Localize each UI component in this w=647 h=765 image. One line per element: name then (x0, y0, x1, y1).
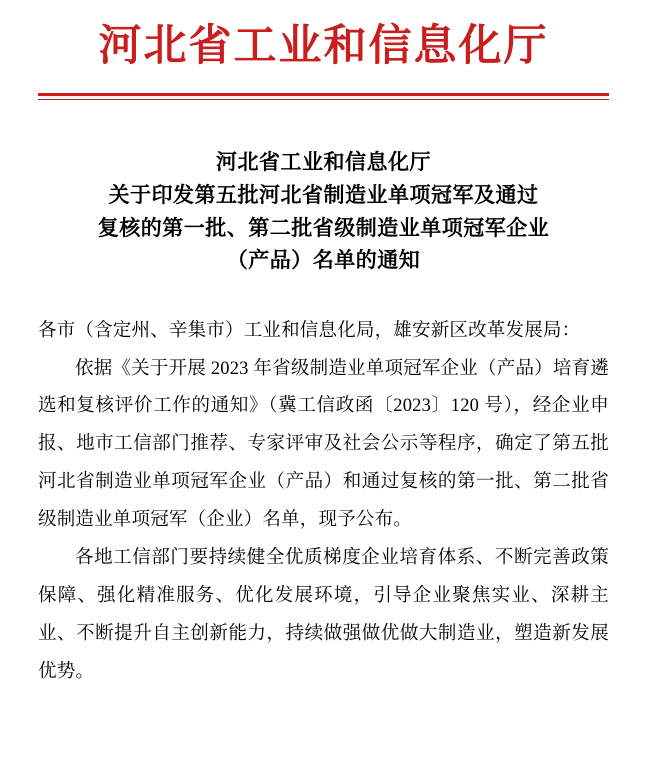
document-title-line-1: 河北省工业和信息化厅 (216, 150, 431, 175)
letterhead-divider (38, 93, 609, 100)
divider-thick-line (38, 93, 609, 96)
document-title-line-2: 关于印发第五批河北省制造业单项冠军及通过 (108, 182, 539, 207)
divider-thin-line (38, 99, 609, 100)
recipient-line: 各市（含定州、辛集市）工业和信息化局，雄安新区改革发展局： (38, 320, 581, 341)
body-paragraph-1: 依据《关于开展 2023 年省级制造业单项冠军企业（产品）培育遴选和复核评价工作的通知》（冀工信政函〔2023〕120 号），经企业申报、地市工信部门推荐、专家评审及社会公示等程序，确定了第五批河北省制造业单项冠军企业（产品）和通过复核的第一批、第二批省级制造业单项冠军（企业）名单，现予公布。 (38, 358, 609, 531)
letterhead (38, 0, 609, 100)
body-paragraph-2: 各地工信部门要持续健全优质梯度企业培育体系、不断完善政策保障、强化精准服务、优化发展环境，引导企业聚焦实业、深耕主业、不断提升自主创新能力，持续做强做优做大制造业，塑造新发展优势。 (38, 548, 609, 682)
document-title-line-3: 复核的第一批、第二批省级制造业单项冠军企业 (97, 215, 550, 240)
document-body (38, 313, 609, 692)
document-title (38, 146, 609, 276)
document-title-line-4: （产品）名单的通知 (226, 248, 421, 273)
issuing-organization: 河北省工业和信息化厅 (98, 23, 549, 70)
